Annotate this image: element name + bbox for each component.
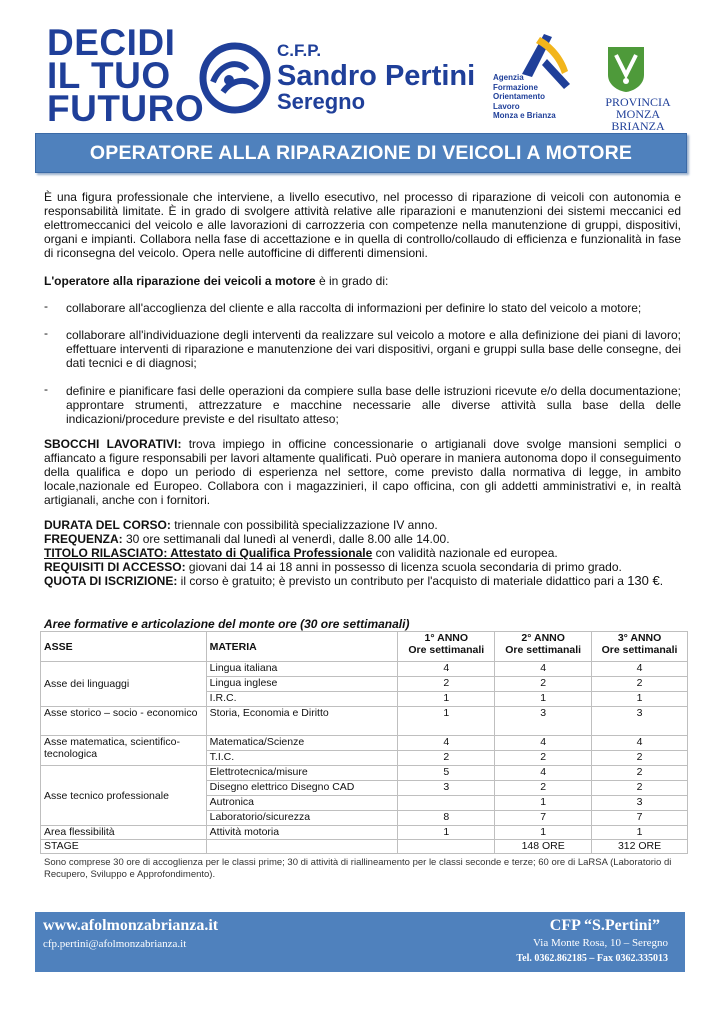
frequenza-value: 30 ore settimanali dal lunedì al venerdì, dalle 8.00 alle 14.00. (122, 532, 450, 546)
hours-cell: 1 (592, 692, 688, 707)
hours-cell: 3 (495, 707, 592, 736)
header-year-1 (398, 632, 495, 662)
hours-cell: 3 (592, 796, 688, 811)
logo-line: DECIDI (47, 22, 176, 63)
capabilities-heading (44, 274, 681, 288)
asse-cell: Asse tecnico professionale (41, 766, 207, 826)
cfp-city: Seregno (277, 89, 366, 114)
titolo-label: TITOLO RILASCIATO: Attestato di Qualifica Professionale (44, 546, 373, 560)
materia-cell: T.I.C. (206, 751, 398, 766)
hours-cell: 4 (592, 736, 688, 751)
header-year-2 (495, 632, 592, 662)
agenzia-line: Lavoro (493, 101, 520, 111)
footer-address: Via Monte Rosa, 10 – Seregno (533, 937, 668, 949)
materia-cell: Attività motoria (206, 826, 398, 840)
hours-cell: 5 (398, 766, 495, 781)
materia-cell: Elettrotecnica/misure (206, 766, 398, 781)
provincia-shield-icon (606, 45, 646, 93)
hours-cell: 2 (495, 751, 592, 766)
agenzia-line: Formazione (493, 82, 538, 92)
header-year-3 (592, 632, 688, 662)
course-info (44, 518, 684, 588)
quota-end: . (659, 574, 664, 588)
asse-cell: STAGE (41, 840, 207, 854)
list-item-text: collaborare all'accoglienza del cliente e alla raccolta di informazioni per definire lo stato del veicolo a motore; (66, 301, 642, 315)
sbocchi-text: trova impiego in officine concessionarie o artigianali dove svolge mansioni semplici o affiancato a figure responsabili per lavori altamente qualificati. Può operare in maniera autonoma dopo il conseguimento della qualifica e dopo un periodo di esperienza nel settore, come previsto dalla normativa di legge, in ambito locale,nazionale ed Europeo. Collabora con i magazzinieri, il capo officina, con gli addetti amministrativi e, in realtà artigianali, anche con i fornitori. (44, 437, 681, 507)
footer-phone: Tel. 0362.862185 – Fax 0362.335013 (516, 953, 668, 964)
hours-cell: 2 (592, 766, 688, 781)
hours-cell: 2 (398, 677, 495, 692)
quota-value: il corso è gratuito; è previsto un contributo per l'acquisto di materiale didattico pari a (177, 574, 628, 588)
requisiti-line (44, 560, 684, 574)
table-header-row (41, 632, 688, 662)
header-year-sub: Ore settimanali (601, 644, 678, 656)
hours-cell: 4 (398, 662, 495, 677)
asse-cell: Asse matematica, scientifico-tecnologica (41, 736, 207, 766)
header-materia: MATERIA (206, 632, 398, 662)
table-row (41, 736, 688, 751)
cfp-name-block (277, 42, 475, 113)
table-note: Sono comprese 30 ore di accoglienza per le classi prime; 30 di attività di riallineamento per le classi seconde e terze; 60 ore di LaRSA (Laboratorio di Recupero, Sviluppo e Approfondimento). (44, 857, 672, 880)
header-year-label: 1° ANNO (424, 632, 469, 644)
sbocchi-label: SBOCCHI LAVORATIVI: (44, 437, 182, 451)
capabilities-rest: è in grado di: (315, 274, 389, 288)
bullet-dash: - (44, 326, 48, 340)
durata-value: triennale con possibilità specializzazione IV anno. (170, 518, 438, 532)
footer-email-link[interactable]: cfp.pertini@afolmonzabrianza.it (43, 938, 187, 950)
asse-cell: Asse dei linguaggi (41, 662, 207, 707)
hours-cell: 1 (398, 692, 495, 707)
materia-cell (206, 840, 398, 854)
quota-label: QUOTA DI ISCRIZIONE: (44, 574, 178, 588)
frequenza-line (44, 532, 684, 546)
table-row (41, 826, 688, 840)
hours-cell: 8 (398, 811, 495, 826)
hours-cell: 3 (398, 781, 495, 796)
hours-cell: 312 ORE (592, 840, 688, 854)
header-asse: ASSE (41, 632, 207, 662)
hours-cell: 4 (592, 662, 688, 677)
hours-cell: 2 (495, 781, 592, 796)
hours-cell: 2 (592, 677, 688, 692)
hours-cell: 2 (592, 751, 688, 766)
hours-cell: 4 (398, 736, 495, 751)
hours-cell: 4 (495, 736, 592, 751)
title-banner (35, 133, 687, 173)
agenzia-line: Orientamento (493, 92, 546, 101)
provincia-line: PROVINCIA (605, 95, 671, 109)
materia-cell: Disegno elettrico Disegno CAD (206, 781, 398, 796)
hours-cell: 7 (495, 811, 592, 826)
hours-cell: 1 (495, 796, 592, 811)
frequenza-label: FREQUENZA: (44, 532, 123, 546)
sbocchi-paragraph (44, 437, 681, 507)
hours-cell (398, 796, 495, 811)
hours-cell: 1 (398, 826, 495, 840)
header-year-label: 2° ANNO (521, 632, 565, 644)
materia-cell: Storia, Economia e Diritto (206, 707, 398, 736)
logo-line: IL TUO (47, 55, 171, 96)
intro-paragraph: È una figura professionale che interviene, a livello esecutivo, nel processo di riparazione di veicoli con autonomia e responsabilità limitate. È in grado di svolgere attività relative alle riparazioni e manutenzioni dei sistemi meccanici ed elettromeccanici del veicolo e alle lavorazioni di carrozzeria con competenze nella manutenzione di gruppi, dispositivi, organi e impianti. Collabora nella fase di accettazione e in quella di controllo/collaudo di efficienza e funzionalità in fase di riconsegna del veicolo. Opera nelle autofficine di differenti dimensioni. (44, 190, 681, 260)
table-row (41, 840, 688, 854)
hours-cell: 7 (592, 811, 688, 826)
hours-cell (398, 840, 495, 854)
header-year-label: 3° ANNO (617, 632, 662, 644)
footer-cfp-name: CFP “S.Pertini” (549, 917, 660, 934)
materia-cell: I.R.C. (206, 692, 398, 707)
durata-label: DURATA DEL CORSO: (44, 518, 171, 532)
capabilities-subject: L'operatore alla riparazione dei veicoli a motore (44, 274, 316, 288)
capabilities-list (44, 301, 681, 431)
table-row (41, 662, 688, 677)
hours-cell: 1 (398, 707, 495, 736)
table-row (41, 766, 688, 781)
hours-cell: 1 (495, 826, 592, 840)
header-year-sub: Ore settimanali (505, 644, 582, 656)
cfp-school-name: Sandro Pertini (277, 60, 476, 92)
hours-cell: 2 (398, 751, 495, 766)
materia-cell: Laboratorio/sicurezza (206, 811, 398, 826)
requisiti-label: REQUISITI DI ACCESSO: (44, 560, 186, 574)
list-item-text: collaborare all'individuazione degli interventi da realizzare sul veicolo a motore e alla definizione dei piani di lavoro; effettuare interventi di riparazione e manutenzione dei vari dispositivi, organi e gruppi sulla base delle consegne, dei dati tecnici e di diagnosi; (66, 328, 681, 370)
decidi-il-tuo-futuro-logo (47, 22, 205, 129)
page-title: OPERATORE ALLA RIPARAZIONE DI VEICOLI A MOTORE (89, 142, 633, 164)
header-year-sub: Ore settimanali (408, 644, 485, 656)
hours-cell: 2 (592, 781, 688, 796)
hours-cell: 3 (592, 707, 688, 736)
materia-cell: Lingua italiana (206, 662, 398, 677)
hours-cell: 148 ORE (495, 840, 592, 854)
titolo-value: con validità nazionale ed europea. (372, 546, 558, 560)
list-item-text: definire e pianificare fasi delle operazioni da compiere sulla base delle istruzioni ricevute e/o della documentazione; approntare strumenti, attrezzature e macchine necessarie alle diverse attività sulla base della delle indicazioni/procedure previste e del risultato atteso; (66, 384, 681, 426)
materia-cell: Autronica (206, 796, 398, 811)
materia-cell: Lingua inglese (206, 677, 398, 692)
bullet-dash: - (44, 382, 48, 396)
logo-line: FUTURO (47, 88, 205, 129)
asse-cell: Area flessibilità (41, 826, 207, 840)
agenzia-line: Monza e Brianza (493, 111, 556, 120)
quota-amount: 130 € (627, 573, 660, 588)
requisiti-value: giovani dai 14 ai 18 anni in possesso di licenza scuola secondaria di primo grado. (185, 560, 622, 574)
materia-cell: Matematica/Scienze (206, 736, 398, 751)
hours-cell: 4 (495, 662, 592, 677)
asse-cell: Asse storico – socio - economico (41, 707, 207, 736)
cfp-emblem-icon (199, 42, 271, 114)
hours-cell: 1 (495, 692, 592, 707)
cfp-label: C.F.P. (277, 41, 322, 60)
durata-line (44, 518, 684, 532)
hours-cell: 1 (592, 826, 688, 840)
hours-cell: 2 (495, 677, 592, 692)
provincia-text (593, 96, 683, 132)
titolo-line (44, 546, 684, 560)
agenzia-text (493, 73, 556, 121)
bullet-dash: - (44, 299, 48, 313)
footer-website-link[interactable]: www.afolmonzabrianza.it (43, 917, 219, 934)
provincia-line: MONZA BRIANZA (611, 107, 665, 133)
table-caption: Aree formative e articolazione del monte ore (30 ore settimanali) (44, 617, 410, 631)
hours-cell: 4 (495, 766, 592, 781)
hours-table (40, 631, 688, 854)
agenzia-line: Agenzia (493, 73, 524, 82)
table-row (41, 707, 688, 736)
quota-line (44, 574, 684, 588)
